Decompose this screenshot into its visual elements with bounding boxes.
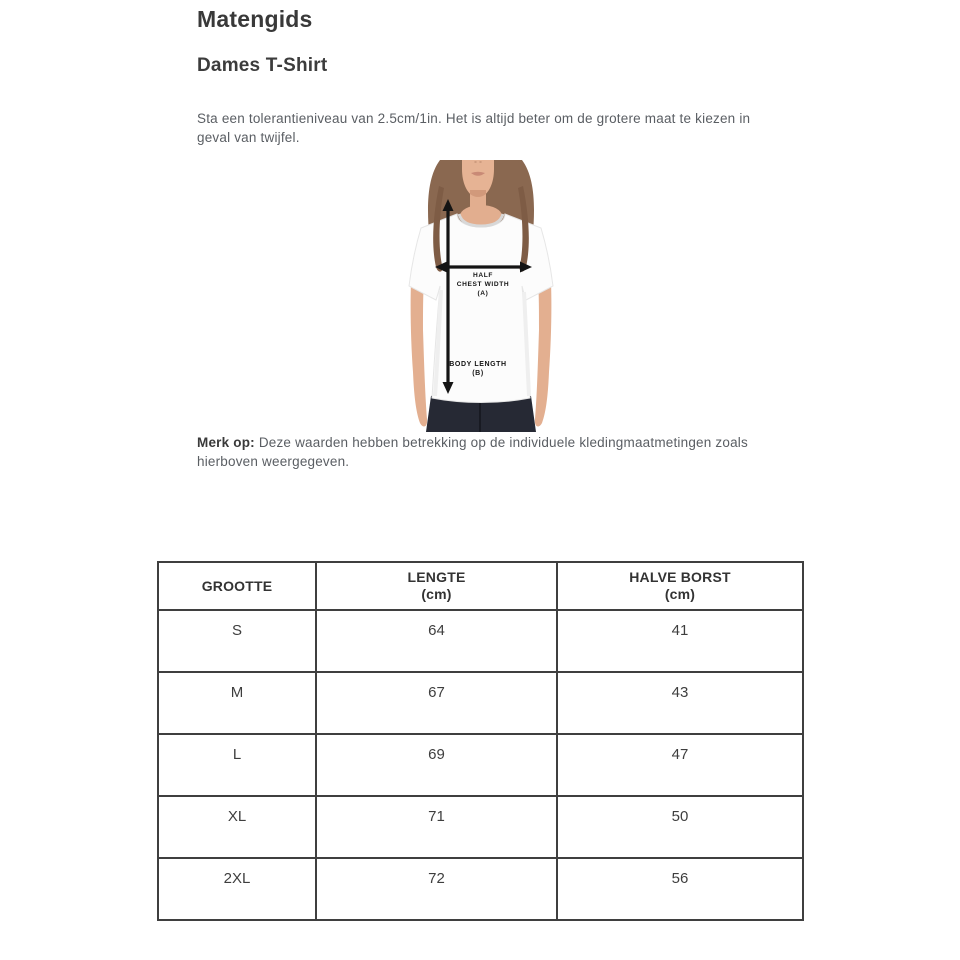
table-row	[158, 610, 803, 672]
measurement-note	[197, 433, 772, 471]
column-header-size	[158, 562, 316, 610]
column-header-length-label: LENGTE	[407, 569, 466, 585]
column-header-half-chest-unit: (cm)	[664, 586, 696, 602]
table-row	[158, 734, 803, 796]
note-label: Merk op:	[197, 435, 255, 450]
size-table	[157, 561, 804, 921]
length-cell: 72	[316, 858, 557, 920]
table-row	[158, 796, 803, 858]
length-cell: 69	[316, 734, 557, 796]
left-arm-shape	[411, 280, 428, 426]
length-cell: 71	[316, 796, 557, 858]
nostril-right	[479, 161, 482, 163]
product-name: Dames T-Shirt	[197, 55, 328, 76]
size-cell: M	[158, 672, 316, 734]
column-header-half-chest-label: HALVE BORST	[629, 569, 731, 585]
body-length-label-line1: BODY LENGTH	[449, 361, 507, 368]
size-cell: 2XL	[158, 858, 316, 920]
right-arm-shape	[535, 280, 552, 426]
table-header-row	[158, 562, 803, 610]
size-cell: S	[158, 610, 316, 672]
column-header-length	[316, 562, 557, 610]
half-chest-cell: 41	[557, 610, 803, 672]
note-text: Deze waarden hebben betrekking op de individuele kledingmaatmetingen zoals hierboven weergegeven.	[197, 435, 748, 469]
nostril-left	[474, 161, 477, 163]
page-title: Matengids	[197, 6, 313, 32]
column-header-half-chest	[557, 562, 803, 610]
size-cell: L	[158, 734, 316, 796]
half-chest-cell: 50	[557, 796, 803, 858]
half-chest-cell: 47	[557, 734, 803, 796]
half-chest-cell: 43	[557, 672, 803, 734]
column-header-length-unit: (cm)	[421, 586, 452, 602]
size-cell: XL	[158, 796, 316, 858]
model-photo-illustration	[383, 160, 579, 432]
half-chest-label-line2: CHEST WIDTH	[456, 281, 510, 288]
table-row	[158, 672, 803, 734]
length-cell: 67	[316, 672, 557, 734]
column-header-size-label: GROOTTE	[201, 577, 273, 594]
body-length-label-line2: (B)	[472, 370, 484, 377]
tolerance-text: Sta een tolerantieniveau van 2.5cm/1in. Het is altijd beter om de grotere maat te kiezen in geval van twijfel.	[197, 111, 751, 145]
table-row	[158, 858, 803, 920]
half-chest-label-line3: (A)	[477, 290, 489, 297]
measurement-figure	[383, 160, 579, 432]
length-cell: 64	[316, 610, 557, 672]
half-chest-cell: 56	[557, 858, 803, 920]
half-chest-label-line1: HALF	[473, 272, 493, 279]
